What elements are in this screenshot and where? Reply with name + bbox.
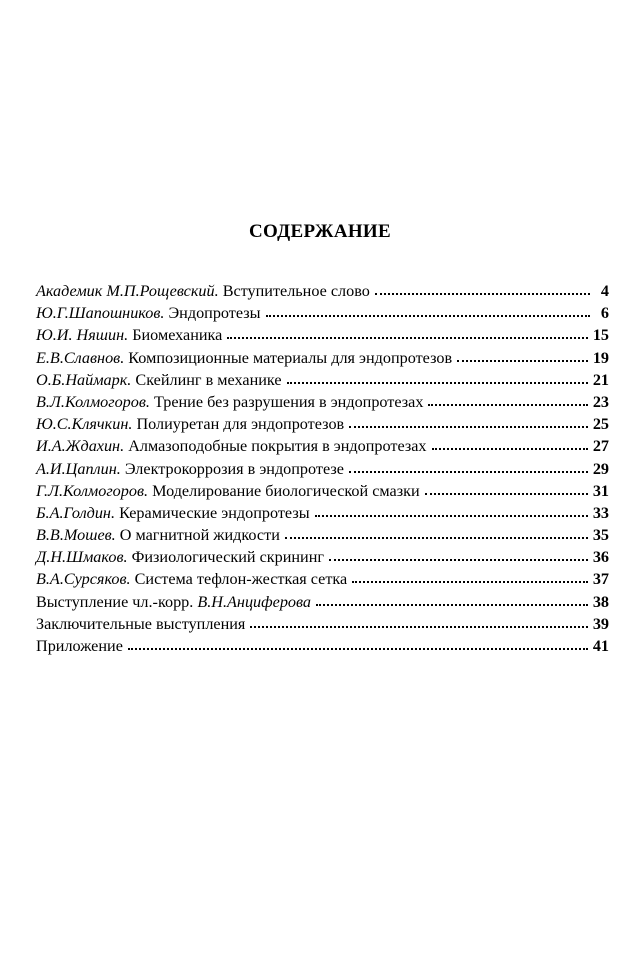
toc-entry-title [36, 548, 324, 567]
toc-entry-title [36, 637, 123, 656]
toc-entry-text: Система тефлон-жесткая сетка [130, 570, 348, 589]
toc-entry[interactable] [36, 526, 609, 548]
toc-entry-page-number: 29 [592, 459, 609, 478]
dot-leader [375, 292, 590, 295]
dot-leader [329, 558, 588, 561]
dot-leader [128, 647, 588, 650]
toc-entry-text: О магнитной жидкости [115, 526, 280, 545]
dot-leader [349, 470, 588, 473]
toc-entry-page-number: 15 [592, 326, 609, 345]
toc-entry-page-number: 35 [592, 526, 609, 545]
toc-entry-author: А.И.Цаплин. [36, 459, 121, 478]
toc-entry-text: Композиционные материалы для эндопротезов [124, 348, 453, 367]
toc-entry-author: Д.Н.Шмаков. [36, 548, 128, 567]
toc-entry-author: Е.В.Славнов. [36, 348, 125, 367]
toc-entry-author: В.В.Мошев. [36, 526, 116, 545]
toc-entry-page-number: 41 [592, 637, 609, 655]
toc-entry-author: Г.Л.Колмогоров. [36, 481, 149, 500]
toc-entry-author: В.А.Сурсяков. [36, 570, 131, 589]
toc-entry-text: Эндопротезы [164, 304, 261, 323]
dot-leader [457, 359, 588, 362]
toc-entry[interactable] [36, 393, 609, 415]
toc-entry-title [36, 349, 452, 368]
toc-entry-author: Ю.Г.Шапошников. [36, 304, 165, 323]
toc-entry-page-number: 31 [592, 481, 609, 500]
toc-entry-text: Приложение [36, 637, 123, 655]
toc-entry[interactable] [36, 482, 609, 504]
toc-entry[interactable] [36, 415, 609, 437]
toc-entry-page-number: 39 [592, 614, 609, 633]
toc-entry[interactable] [36, 304, 609, 326]
toc-entry[interactable] [36, 326, 609, 348]
toc-entry-title [36, 371, 282, 390]
toc-entry[interactable] [36, 615, 609, 637]
toc-entry[interactable] [36, 548, 609, 570]
dot-leader [266, 314, 590, 317]
toc-entry-author: Ю.И. Няшин. [36, 326, 129, 345]
toc-entry-title [36, 593, 311, 612]
toc-entry-text: Скейлинг в механике [131, 370, 282, 389]
toc-entry-title [36, 437, 427, 456]
toc-entry-title [36, 415, 344, 434]
toc-entry-title [36, 482, 420, 501]
dot-leader [285, 536, 588, 539]
toc-entry-author: В.Н.Анциферова [197, 592, 312, 611]
toc-entry-title [36, 570, 347, 589]
toc-entry-text: Керамические эндопротезы [115, 503, 310, 522]
toc-entry-page-number: 21 [592, 370, 609, 389]
toc-entry-page-number: 25 [592, 415, 609, 434]
toc-entry[interactable] [36, 570, 609, 592]
dot-leader [352, 580, 588, 583]
toc-entry-text: Алмазоподобные покрытия в эндопротезах [124, 437, 427, 456]
dot-leader [287, 381, 588, 384]
toc-entry[interactable] [36, 504, 609, 526]
toc-entry-text: Физиологический скрининг [127, 548, 325, 567]
toc-entry-page-number: 4 [600, 282, 609, 300]
toc-entry-title [36, 615, 245, 634]
toc-entry-text: Полиуретан для эндопротезов [132, 415, 345, 434]
toc-entry-page-number: 6 [600, 304, 609, 323]
toc-entry-author: Академик М.П.Рощевский. [36, 282, 219, 300]
toc-entry-page-number: 19 [592, 348, 609, 367]
toc-entry-author: И.А.Ждахин. [36, 437, 125, 456]
dot-leader [316, 603, 588, 606]
toc-entry-title [36, 460, 344, 479]
toc-entry-page-number: 37 [592, 570, 609, 589]
toc-entry[interactable] [36, 437, 609, 459]
dot-leader [428, 403, 587, 406]
toc-entry-title [36, 282, 370, 301]
toc-entry-text: Вступительное слово [218, 282, 370, 300]
toc-entry[interactable] [36, 282, 609, 304]
toc-entry-author: Б.А.Голдин. [36, 503, 116, 522]
toc-entry-page-number: 36 [592, 548, 609, 567]
dot-leader [425, 492, 588, 495]
toc-entry-author: В.Л.Колмогоров. [36, 392, 150, 411]
toc-entry-text: Электрокоррозия в эндопротезе [120, 459, 344, 478]
toc-entry[interactable] [36, 637, 609, 659]
dot-leader [227, 336, 587, 339]
toc-entry-text: Моделирование биологической смазки [148, 481, 420, 500]
toc-entry[interactable] [36, 460, 609, 482]
toc-entry-title [36, 526, 280, 545]
page-title: СОДЕРЖАНИЕ [249, 220, 391, 242]
toc-entry[interactable] [36, 349, 609, 371]
toc-entry-page-number: 33 [592, 503, 609, 522]
dot-leader [432, 447, 588, 450]
toc-entry-title [36, 304, 261, 323]
dot-leader [349, 425, 588, 428]
toc-entry[interactable] [36, 371, 609, 393]
toc-entry-author: Ю.С.Клячкин. [36, 415, 133, 434]
toc-entry-page-number: 38 [592, 592, 609, 611]
toc-entry-text: Выступление чл.-корр. [36, 592, 198, 611]
toc-entry-page-number: 23 [592, 392, 609, 411]
dot-leader [315, 514, 588, 517]
toc-entry-text: Заключительные выступления [36, 614, 246, 633]
toc-entry-author: О.Б.Наймарк. [36, 370, 132, 389]
toc-entry[interactable] [36, 593, 609, 615]
table-of-contents [36, 282, 609, 659]
toc-entry-text: Трение без разрушения в эндопротезах [149, 392, 424, 411]
dot-leader [250, 625, 587, 628]
toc-entry-text: Биомеханика [128, 326, 223, 345]
toc-entry-title [36, 504, 310, 523]
toc-entry-title [36, 393, 423, 412]
toc-entry-page-number: 27 [592, 437, 609, 456]
toc-entry-title [36, 326, 222, 345]
